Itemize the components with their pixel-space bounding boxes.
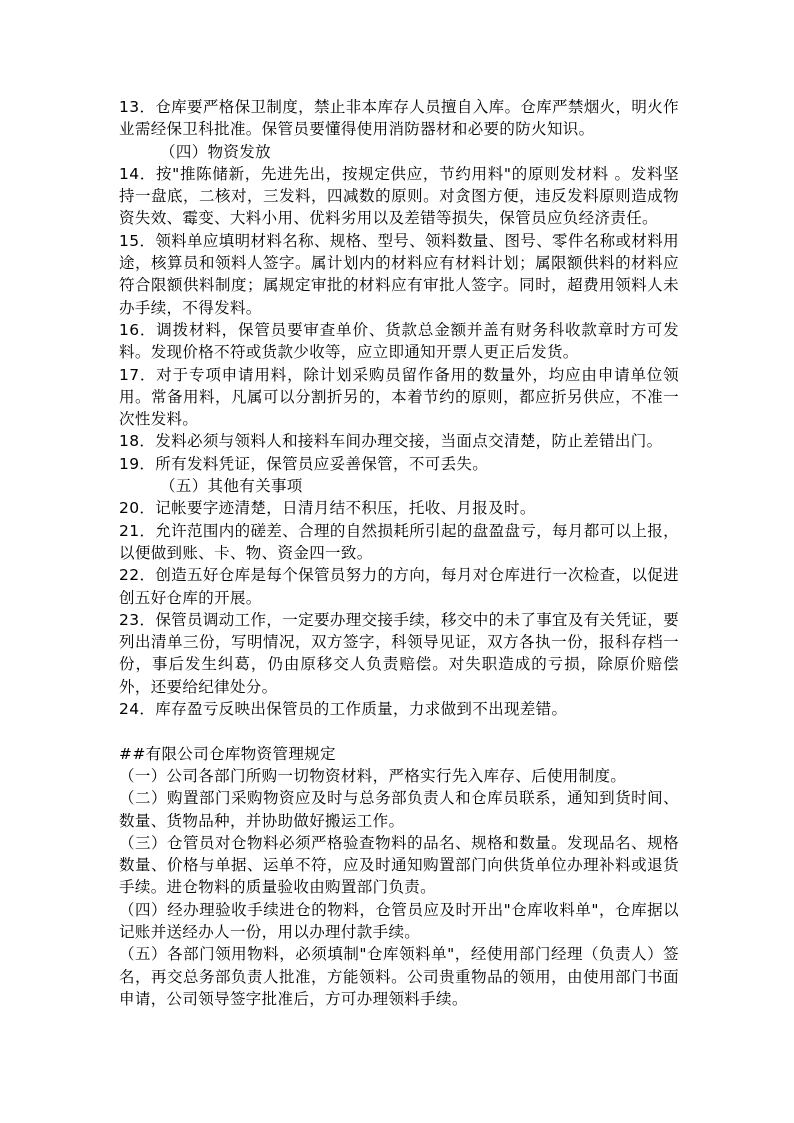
document-page — [119, 96, 679, 1010]
regulation-item-3: （三）仓管员对仓物料必须严格验查物料的品名、规格和数量。发现品名、规格数量、价格与单据、运单不符，应及时通知购置部门向供货单位办理补料或退货手续。进仓物料的质量验收由购置部门负责。 — [119, 833, 679, 897]
regulation-item-1: （一）公司各部门所购一切物资材料，严格实行先入库存、后使用制度。 — [119, 766, 627, 785]
paragraph-rule-15: 15．领料单应填明材料名称、规格、型号、领料数量、图号、零件名称或材料用途，核算员和领料人签字。属计划内的材料应有材料计划；属限额供料的材料应符合限额供料制度；属规定审批的材料应有审批人签字。同时，超费用领料人未办手续，不得发料。 — [119, 231, 679, 317]
paragraph-rule-20: 20．记帐要字迹清楚，日清月结不积压，托收、月报及时。 — [119, 499, 536, 518]
paragraph-rule-16: 16．调拨材料，保管员要审查单价、货款总金额并盖有财务科收款章时方可发料。发现价格不符或货款少收等，应立即通知开票人更正后发货。 — [119, 320, 679, 362]
paragraph-rule-13: 13．仓库要严格保卫制度，禁止非本库存人员擅自入库。仓库严禁烟火，明火作业需经保卫科批准。保管员要懂得使用消防器材和必要的防火知识。 — [119, 98, 679, 139]
paragraph-rule-17: 17．对于专项申请用料，除计划采购员留作备用的数量外，均应由申请单位领用。常备用料，凡属可以分割折另的，本着节约的原则，都应折另供应，不准一次性发料。 — [119, 365, 679, 429]
paragraph-rule-22: 22．创造五好仓库是每个保管员努力的方向，每月对仓库进行一次检查，以促进创五好仓库的开展。 — [119, 566, 679, 607]
regulation-title: ##有限公司仓库物资管理规定 — [119, 744, 336, 763]
paragraph-rule-21: 21．允许范围内的磋差、合理的自然损耗所引起的盘盈盘亏，每月都可以上报，以便做到账、卡、物、资金四一致。 — [119, 521, 679, 562]
regulation-item-5: （五）各部门领用物料，必须填制"仓库领料单"，经使用部门经理（负责人）签名，再交总务部负责人批准，方能领料。公司贵重物品的领用，由使用部门书面申请，公司领导签字批准后，方可办理领料手续。 — [119, 945, 679, 1008]
regulation-item-2: （二）购置部门采购物资应及时与总务部负责人和仓库员联系，通知到货时间、数量、货物品种，并协助做好搬运工作。 — [119, 789, 679, 830]
paragraph-rule-23: 23．保管员调动工作，一定要办理交接手续，移交中的未了事宜及有关凭证，要列出清单三份，写明情况，双方签字，科领导见证，双方各执一份，报科存档一份，事后发生纠葛，仍由原移交人负责赔偿。对失职造成的亏损，除原价赔偿外，还要给纪律处分。 — [119, 610, 679, 696]
paragraph-rule-19: 19．所有发料凭证，保管员应妥善保管，不可丢失。 — [119, 454, 489, 473]
section-heading-other-matters: （五）其他有关事项 — [160, 477, 303, 496]
paragraph-rule-14: 14．按"推陈储新，先进先出，按规定供应，节约用料"的原则发材料 。发料坚持一盘底，二核对，三发料，四减数的原则。对贪图方便，违反发料原则造成物资失效、霉变、大料小用、优料劣用以及差错等损失，保管员应负经济责任。 — [119, 164, 679, 228]
paragraph-rule-24: 24．库存盈亏反映出保管员的工作质量，力求做到不出现差错。 — [119, 700, 568, 719]
regulation-item-4: （四）经办理验收手续进仓的物料，仓管员应及时开出"仓库收料单"，仓库据以记账并送经办人一份，用以办理付款手续。 — [119, 900, 679, 941]
paragraph-rule-18: 18．发料必须与领料人和接料车间办理交接，当面点交清楚，防止差错出门。 — [119, 432, 663, 451]
blank-line — [119, 720, 679, 742]
section-heading-material-issue: （四）物资发放 — [160, 142, 271, 161]
